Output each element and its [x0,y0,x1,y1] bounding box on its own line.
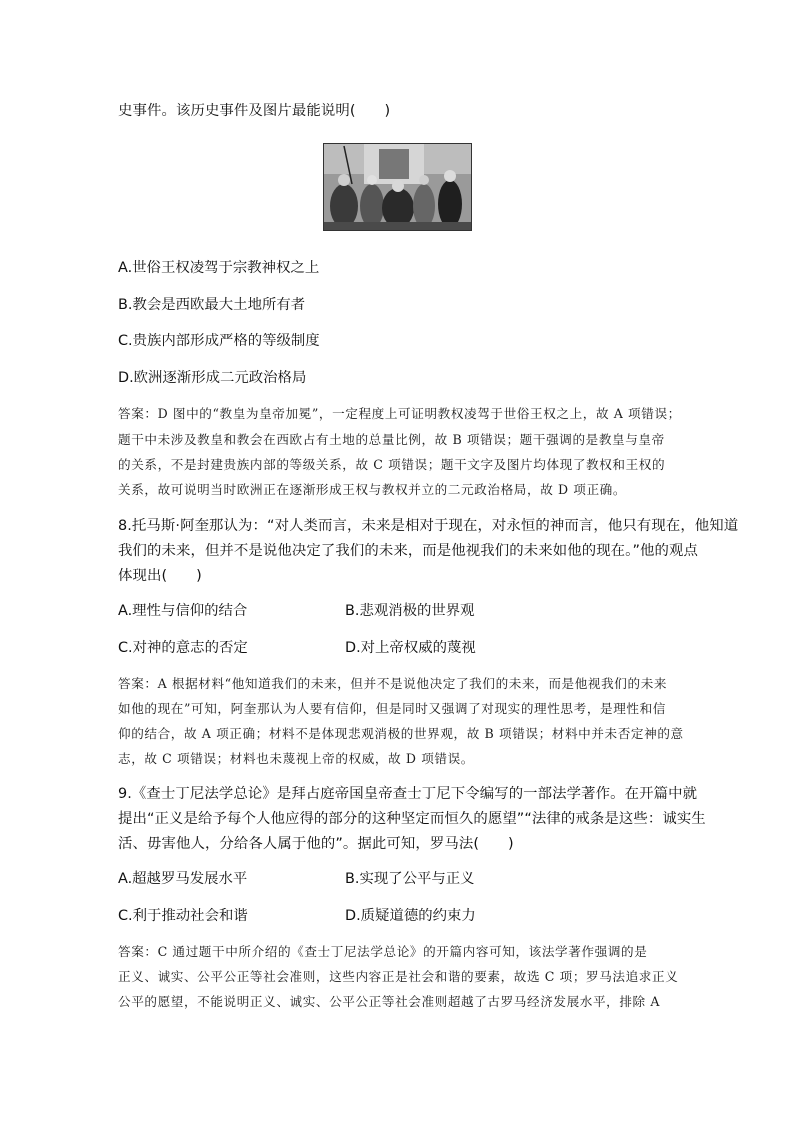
q9-option-d: D.质疑道德的约束力 [345,908,476,924]
q8-stem-line: 8.托马斯·阿奎那认为：“对人类而言，未来是相对于现在，对永恒的神而言，他只有现在，他知道 [118,518,739,534]
q9-stem-line: 提出“正义是给予每个人他应得的部分的这种坚定而恒久的愿望”“法律的戒条是这些：诚实生 [118,811,706,827]
q8-option-b: B.悲观消极的世界观 [345,603,475,619]
q9-stem-line: 活、毋害他人，分给各人属于他的”。据此可知，罗马法( ) [118,836,514,852]
q9-option-a: A.超越罗马发展水平 [118,871,248,887]
q9-stem-line: 9.《查士丁尼法学总论》是拜占庭帝国皇帝查士丁尼下令编写的一部法学著作。在开篇中就 [118,786,698,802]
q7-option-b: B.教会是西欧最大土地所有者 [118,297,306,313]
q8-stem-line: 体现出( ) [118,568,202,584]
q9-answer-line: 正义、诚实、公平公正等社会准则，这些内容正是社会和谐的要素，故选 C 项；罗马法追求正义 [118,969,679,984]
q7-answer-line: 答案：D 图中的“教皇为皇帝加冕”，一定程度上可证明教权凌驾于世俗王权之上，故 A 项错误； [118,406,681,421]
q8-answer-line: 如他的现在”可知，阿奎那认为人要有信仰，但是同时又强调了对现实的理性思考，是理性和信 [118,701,666,716]
q8-option-c: C.对神的意志的否定 [118,640,248,656]
q7-answer-line: 的关系，不是封建贵族内部的等级关系，故 C 项错误；题干文字及图片均体现了教权和王权的 [118,457,666,472]
q8-answer-line: 志，故 C 项错误；材料也未蔑视上帝的权威，故 D 项错误。 [118,751,474,766]
coronation-illustration [323,143,472,231]
q9-answer-line: 答案：C 通过题干中所介绍的《查士丁尼法学总论》的开篇内容可知，该法学著作强调的是 [118,944,648,959]
question-7-stem-tail: 史事件。该历史事件及图片最能说明( ) [118,103,391,119]
q7-option-d: D.欧洲逐渐形成二元政治格局 [118,370,307,386]
q8-answer-line: 答案：A 根据材料“他知道我们的未来，但并不是说他决定了我们的未来，而是他视我们的未来 [118,676,668,691]
q7-answer-line: 关系，故可说明当时欧洲正在逐渐形成王权与教权并立的二元政治格局，故 D 项正确。 [118,482,627,497]
q8-option-d: D.对上帝权威的蔑视 [345,640,476,656]
q8-stem-line: 我们的未来，但并不是说他决定了我们的未来，而是他视我们的未来如他的现在。”他的观点 [118,543,698,559]
q9-option-b: B.实现了公平与正义 [345,871,475,887]
q7-option-a: A.世俗王权凌驾于宗教神权之上 [118,260,320,276]
q9-option-c: C.利于推动社会和谐 [118,908,248,924]
q9-answer-line: 公平的愿望，不能说明正义、诚实、公平公正等社会准则超越了古罗马经济发展水平，排除 A [118,994,661,1009]
q7-option-c: C.贵族内部形成严格的等级制度 [118,333,320,349]
q7-answer-line: 题干中未涉及教皇和教会在西欧占有土地的总量比例，故 B 项错误；题干强调的是教皇与皇帝 [118,432,665,447]
q8-answer-line: 仰的结合，故 A 项正确；材料不是体现悲观消极的世界观，故 B 项错误；材料中并未否定神的意 [118,726,684,741]
q8-option-a: A.理性与信仰的结合 [118,603,248,619]
